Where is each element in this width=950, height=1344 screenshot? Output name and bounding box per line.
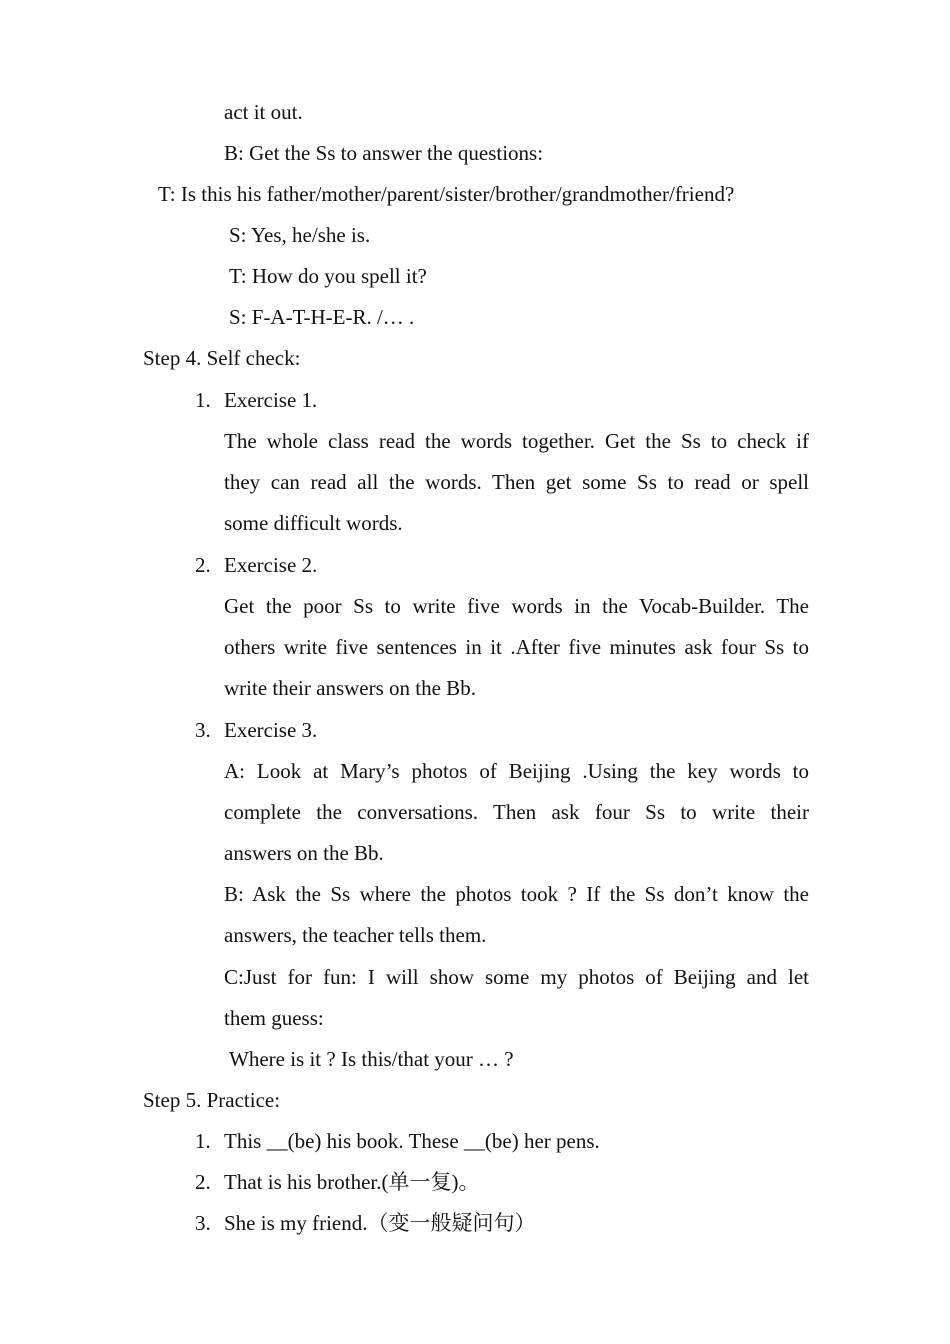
- exercise2-line: others write five sentences in it .After five minutes ask four Ss to: [224, 635, 809, 659]
- student-answer-line: S: Yes, he/she is.: [229, 223, 371, 247]
- exercise3-c-line: them guess:: [224, 1006, 324, 1030]
- exercise1-line: some difficult words.: [224, 511, 403, 535]
- exercise3-c-line: C:Just for fun: I will show some my photos of Beijing and let: [224, 965, 809, 989]
- answer-questions-line: B: Get the Ss to answer the questions:: [224, 141, 544, 165]
- practice1-text: This __(be) his book. These __(be) her pens.: [224, 1129, 600, 1153]
- step5-heading: Step 5. Practice:: [143, 1088, 281, 1112]
- exercise3-a-line: complete the conversations. Then ask four Ss to write their: [224, 800, 809, 824]
- exercise3-a-line: A: Look at Mary’s photos of Beijing .Using the key words to: [224, 759, 809, 783]
- step4-heading: Step 4. Self check:: [143, 346, 301, 370]
- teacher-spell-line: T: How do you spell it?: [229, 264, 427, 288]
- exercise3-b-line: B: Ask the Ss where the photos took ? If the Ss don’t know the: [224, 882, 809, 906]
- exercise1-line: they can read all the words. Then get some Ss to read or spell: [224, 470, 809, 494]
- teacher-question-line: T: Is this his father/mother/parent/sister/brother/grandmother/friend?: [158, 182, 735, 206]
- exercise2-title: Exercise 2.: [224, 553, 318, 577]
- exercise3-where-line: Where is it ? Is this/that your … ?: [229, 1047, 514, 1071]
- practice2-number: 2.: [195, 1170, 211, 1194]
- practice3-number: 3.: [195, 1211, 211, 1235]
- practice1-number: 1.: [195, 1129, 211, 1153]
- exercise2-number: 2.: [195, 553, 211, 577]
- exercise3-title: Exercise 3.: [224, 718, 318, 742]
- exercise1-title: Exercise 1.: [224, 388, 318, 412]
- practice3-text: She is my friend.（变一般疑问句）: [224, 1211, 536, 1235]
- exercise2-line: write their answers on the Bb.: [224, 676, 476, 700]
- exercise3-a-line: answers on the Bb.: [224, 841, 384, 865]
- act-it-out-line: act it out.: [224, 100, 303, 124]
- exercise1-line: The whole class read the words together. Get the Ss to check if: [224, 429, 809, 453]
- exercise3-number: 3.: [195, 718, 211, 742]
- exercise3-b-line: answers, the teacher tells them.: [224, 923, 487, 947]
- student-spell-line: S: F-A-T-H-E-R. /… .: [229, 305, 415, 329]
- exercise1-number: 1.: [195, 388, 211, 412]
- exercise2-line: Get the poor Ss to write five words in the Vocab-Builder. The: [224, 594, 809, 618]
- practice2-text: That is his brother.(单一复)。: [224, 1170, 480, 1194]
